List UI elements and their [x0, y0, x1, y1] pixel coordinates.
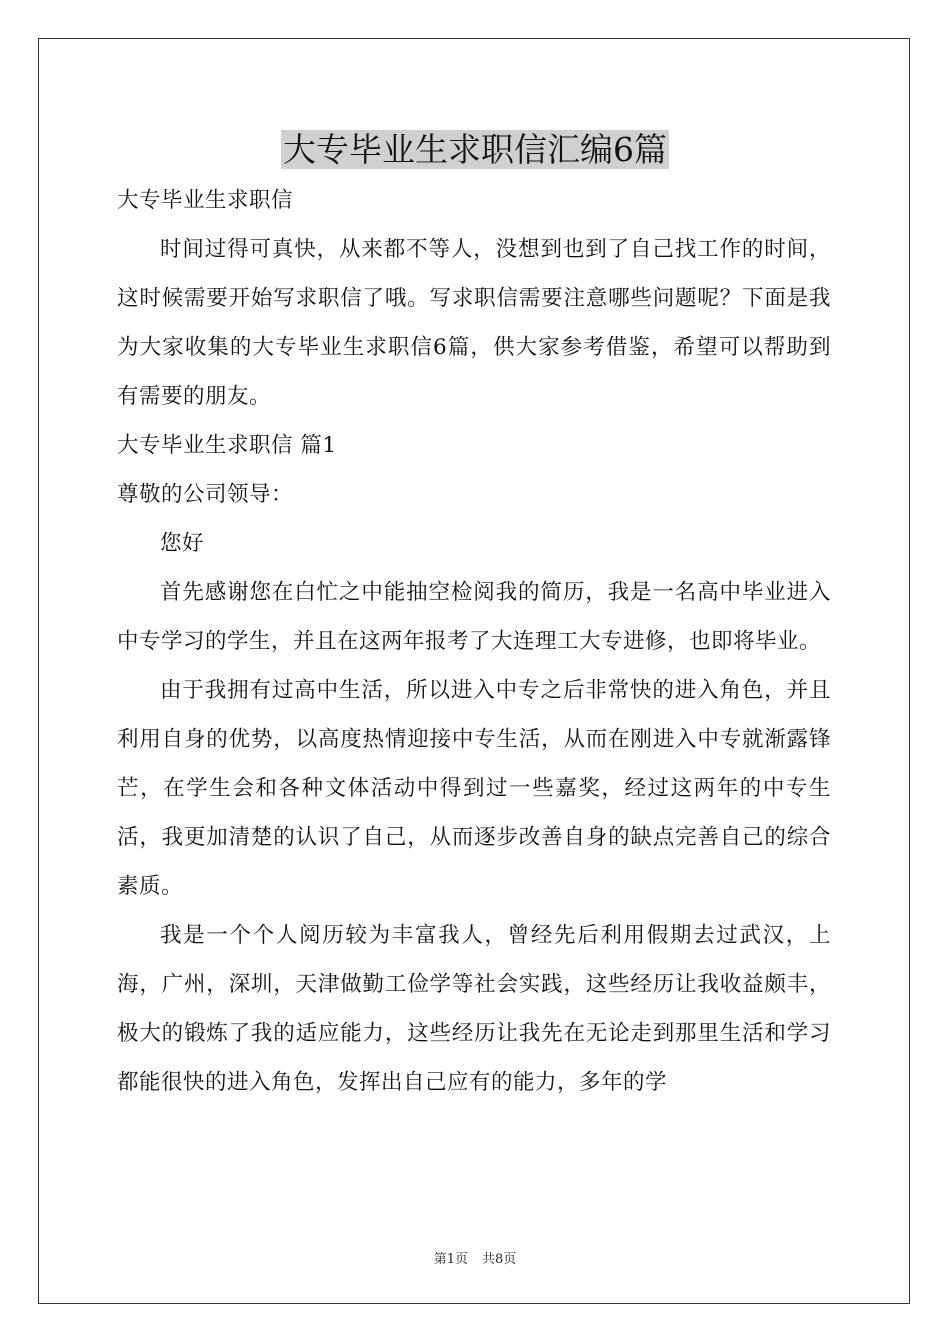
greeting: 您好: [160, 531, 205, 556]
intro-paragraph: 时间过得可真快，从来都不等人，没想到也到了自己找工作的时间，这时候需要开始写求职信了哦。写求职信需要注意哪些问题呢？下面是我为大家收集的大专毕业生求职信6篇，供大家参考借鉴，希望可以帮助到有需要的朋友。: [117, 237, 831, 409]
body-paragraph: 我是一个个人阅历较为丰富我人，曾经先后利用假期去过武汉，上海，广州，深圳，天津做勤工俭学等社会实践，这些经历让我收益颇丰，极大的锻炼了我的适应能力，这些经历让我先在无论走到那里生活和学习都能很快的进入角色，发挥出自己应有的能力，多年的学: [117, 923, 831, 1095]
section-heading: 大专毕业生求职信: [117, 188, 294, 213]
document-body: [117, 176, 831, 1107]
article-heading: 大专毕业生求职信 篇1: [117, 433, 337, 458]
salutation: 尊敬的公司领导：: [117, 482, 294, 507]
page-total: 共8页: [482, 1252, 517, 1267]
body-paragraph: 首先感谢您在白忙之中能抽空检阅我的简历，我是一名高中毕业进入中专学习的学生，并且在这两年报考了大连理工大专进修，也即将毕业。: [117, 580, 831, 654]
document-title-text: 大专毕业生求职信汇编6篇: [283, 130, 667, 169]
body-paragraph: 由于我拥有过高中生活，所以进入中专之后非常快的进入角色，并且利用自身的优势，以高度热情迎接中专生活，从而在刚进入中专就渐露锋芒，在学生会和各种文体活动中得到过一些嘉奖，经过这两年的中专生活，我更加清楚的认识了自己，从而逐步改善自身的缺点完善自己的综合素质。: [117, 678, 831, 899]
page-number: 第1页: [433, 1252, 468, 1267]
page-footer: [0, 1248, 950, 1267]
document-title: [0, 128, 950, 172]
